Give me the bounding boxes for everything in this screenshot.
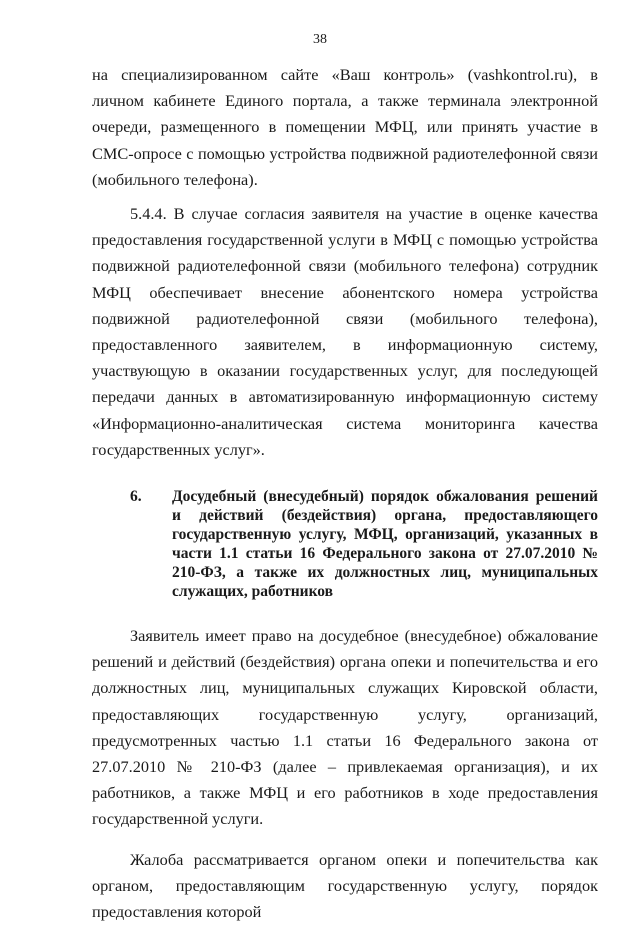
paragraph-5-4-4: 5.4.4. В случае согласия заявителя на участие в оценке качества предоставления государственной услуги в МФЦ с помощью устройства подвижной радиотелефонной связи (мобильного телефона) сотрудник МФЦ обеспечивает внесение абонентского номера устройства подвижной радиотелефонной связи (мобильного телефона), предоставленного заявителем, в информационную систему, участвующую в оказании государственных услуг, для последующей передачи данных в автоматизированную информационную систему «Информационно-аналитическая система мониторинга качества государственных услуг». <box>92 204 598 459</box>
paragraph-appeal-right: Заявитель имеет право на досудебное (внесудебное) обжалование решений и действий (бездействия) органа опеки и попечительства и его должностных лиц, муниципальных служащих Кировской области, предоставляющих государственную услугу, организаций, предусмотренных частью 1.1 статьи 16 Федерального закона от 27.07.2010 № 210-ФЗ (далее – привлекаемая организация), и их работников, а также МФЦ и его работников в ходе предоставления государственной услуги. <box>92 626 598 829</box>
section-title: Досудебный (внесудебный) порядок обжалования решений и действий (бездействия) органа, предоставляющего государственную услугу, МФЦ, организаций, указанных в части 1.1 статьи 16 Федерального закона от 27.07.2010 № 210-ФЗ, а также их должностных лиц, муниципальных служащих, работников <box>172 488 598 601</box>
paragraph-rating-channels: на специализированном сайте «Ваш контроль» (vashkontrol.ru), в личном кабинете Единого портала, а также терминала электронной очереди, размещенного в помещении МФЦ, или принять участие в СМС-опросе с помощью устройства подвижной радиотелефонной связи (мобильного телефона). <box>92 65 598 189</box>
page-number: 38 <box>313 32 327 47</box>
section-number: 6. <box>130 488 142 506</box>
section-heading <box>92 487 598 601</box>
document-body <box>92 62 598 925</box>
paragraph-complaint-review: Жалоба рассматривается органом опеки и попечительства как органом, предоставляющим государственную услугу, порядок предоставления которой <box>92 849 598 922</box>
